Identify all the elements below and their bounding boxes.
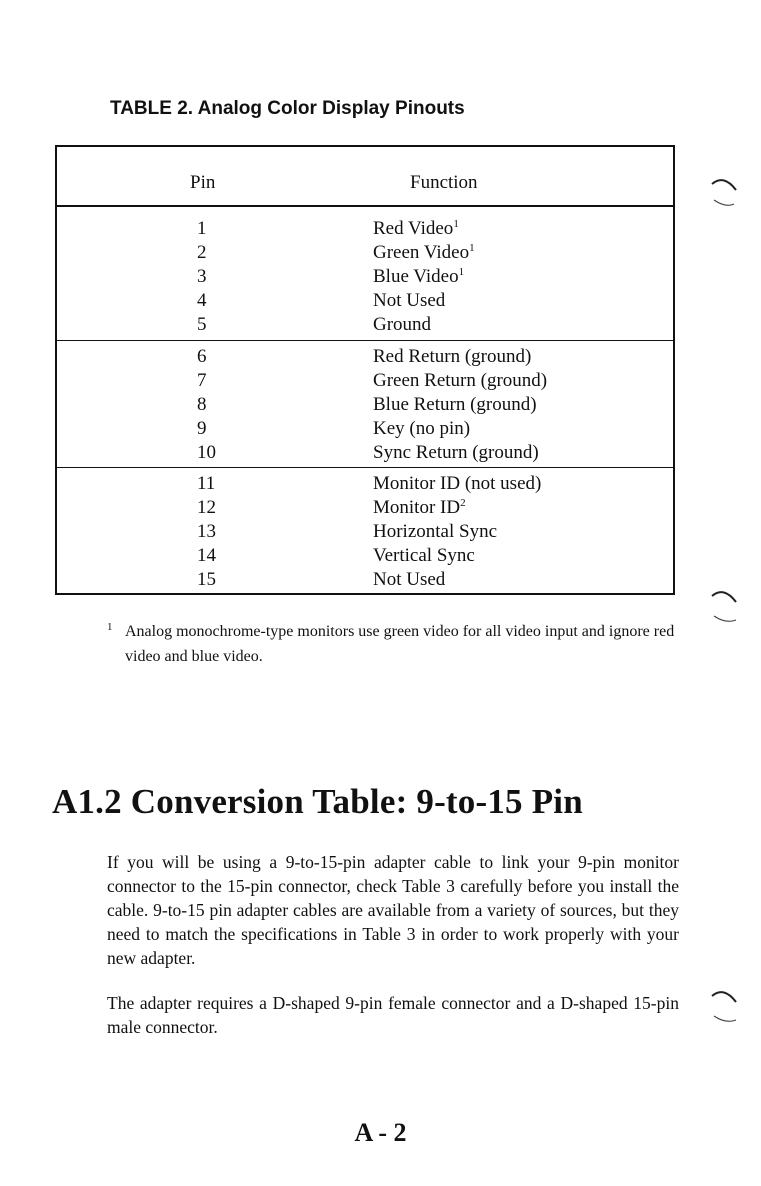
- pinout-table: [55, 145, 675, 595]
- table-row: [57, 217, 673, 241]
- table-footnote: [107, 619, 687, 669]
- pin-number: 13: [197, 521, 216, 542]
- pin-function-text: Blue Video: [373, 266, 459, 287]
- pin-function: [373, 545, 475, 567]
- pin-number: 2: [197, 242, 207, 263]
- table-row: [57, 496, 673, 520]
- pin-function: [373, 370, 547, 392]
- pin-number: 7: [197, 370, 207, 391]
- row-group-1: [57, 217, 673, 337]
- binder-hole-mark: [700, 170, 740, 210]
- table-caption: TABLE 2. Analog Color Display Pinouts: [110, 98, 465, 119]
- pin-function: [373, 418, 470, 440]
- table-row: [57, 568, 673, 592]
- table-row: [57, 417, 673, 441]
- pin-number: 10: [197, 442, 216, 463]
- footnote-marker: 1: [107, 621, 113, 633]
- pin-function: [373, 266, 464, 288]
- page-number: A - 2: [354, 1118, 407, 1147]
- row-group-2: [57, 340, 673, 465]
- footnote-text: Analog monochrome-type monitors use green video for all video input and ignore red video and blue video.: [125, 623, 675, 665]
- pin-number: 5: [197, 314, 207, 335]
- pin-function: [373, 242, 475, 264]
- table-row: [57, 241, 673, 265]
- table-row: [57, 369, 673, 393]
- pin-number: 12: [197, 497, 216, 518]
- pin-function-text: Horizontal Sync: [373, 521, 498, 542]
- pin-function: [373, 521, 497, 543]
- pin-number: 4: [197, 290, 207, 311]
- pin-number: 14: [197, 545, 216, 566]
- pin-function: [373, 218, 459, 240]
- table-row: [57, 544, 673, 568]
- pin-function-text: Sync Return (ground): [373, 442, 539, 463]
- pin-function: [373, 314, 431, 336]
- pin-function-text: Red Video: [373, 218, 454, 239]
- footnote-reference: 1: [453, 218, 459, 230]
- pin-function: [373, 442, 539, 464]
- pin-function: [373, 497, 466, 519]
- pin-function-text: Blue Return (ground): [373, 394, 537, 415]
- pin-function-text: Monitor ID: [373, 497, 461, 518]
- table-row: [57, 520, 673, 544]
- pin-function-text: Not Used: [373, 290, 446, 311]
- pin-number: 11: [197, 473, 216, 494]
- pin-function-text: Ground: [373, 314, 432, 335]
- footnote-reference: 2: [460, 497, 466, 509]
- table-row: [57, 289, 673, 313]
- table-row: [57, 345, 673, 369]
- table-row: [57, 313, 673, 337]
- table-row: [57, 441, 673, 465]
- pin-number: 8: [197, 394, 207, 415]
- pin-number: 1: [197, 218, 207, 239]
- row-group-3: [57, 467, 673, 592]
- table-header: [57, 147, 673, 207]
- pin-function-text: Red Return (ground): [373, 346, 532, 367]
- pin-function: [373, 290, 445, 312]
- pin-column-header: Pin: [190, 172, 216, 193]
- paragraph: If you will be using a 9-to-15-pin adapter cable to link your 9-pin monitor connector to the 15-pin connector, check Table 3 carefully before you install the cable. 9-to-15 pin adapter cables are available from a variety of sources, but they need to match the specifications in Table 3 in order to work properly with your new adapter.: [107, 852, 679, 968]
- pin-function: [373, 569, 445, 591]
- footnote-reference: 1: [458, 266, 465, 278]
- pin-function: [373, 394, 537, 416]
- pin-number: 9: [197, 418, 207, 439]
- pin-function-text: Green Video: [373, 242, 470, 263]
- function-column-header: Function: [410, 172, 478, 193]
- table-row: [57, 472, 673, 496]
- pin-function: [373, 473, 541, 495]
- pin-function-text: Monitor ID (not used): [373, 473, 542, 494]
- pin-function-text: Green Return (ground): [373, 370, 548, 391]
- table-row: [57, 265, 673, 289]
- binder-hole-mark: [700, 582, 740, 622]
- pin-function: [373, 346, 531, 368]
- binder-hole-mark: [700, 982, 740, 1022]
- footnote-reference: 1: [469, 242, 475, 254]
- pin-number: 3: [197, 266, 207, 287]
- pin-function-text: Not Used: [373, 569, 446, 590]
- pin-number: 15: [197, 569, 216, 590]
- pin-function-text: Key (no pin): [373, 418, 471, 439]
- paragraph: The adapter requires a D-shaped 9-pin female connector and a D-shaped 15-pin male connector.: [107, 993, 679, 1037]
- table-row: [57, 393, 673, 417]
- section-heading: A1.2 Conversion Table: 9-to-15 Pin: [52, 782, 583, 821]
- pin-number: 6: [197, 346, 207, 367]
- pin-function-text: Vertical Sync: [373, 545, 475, 566]
